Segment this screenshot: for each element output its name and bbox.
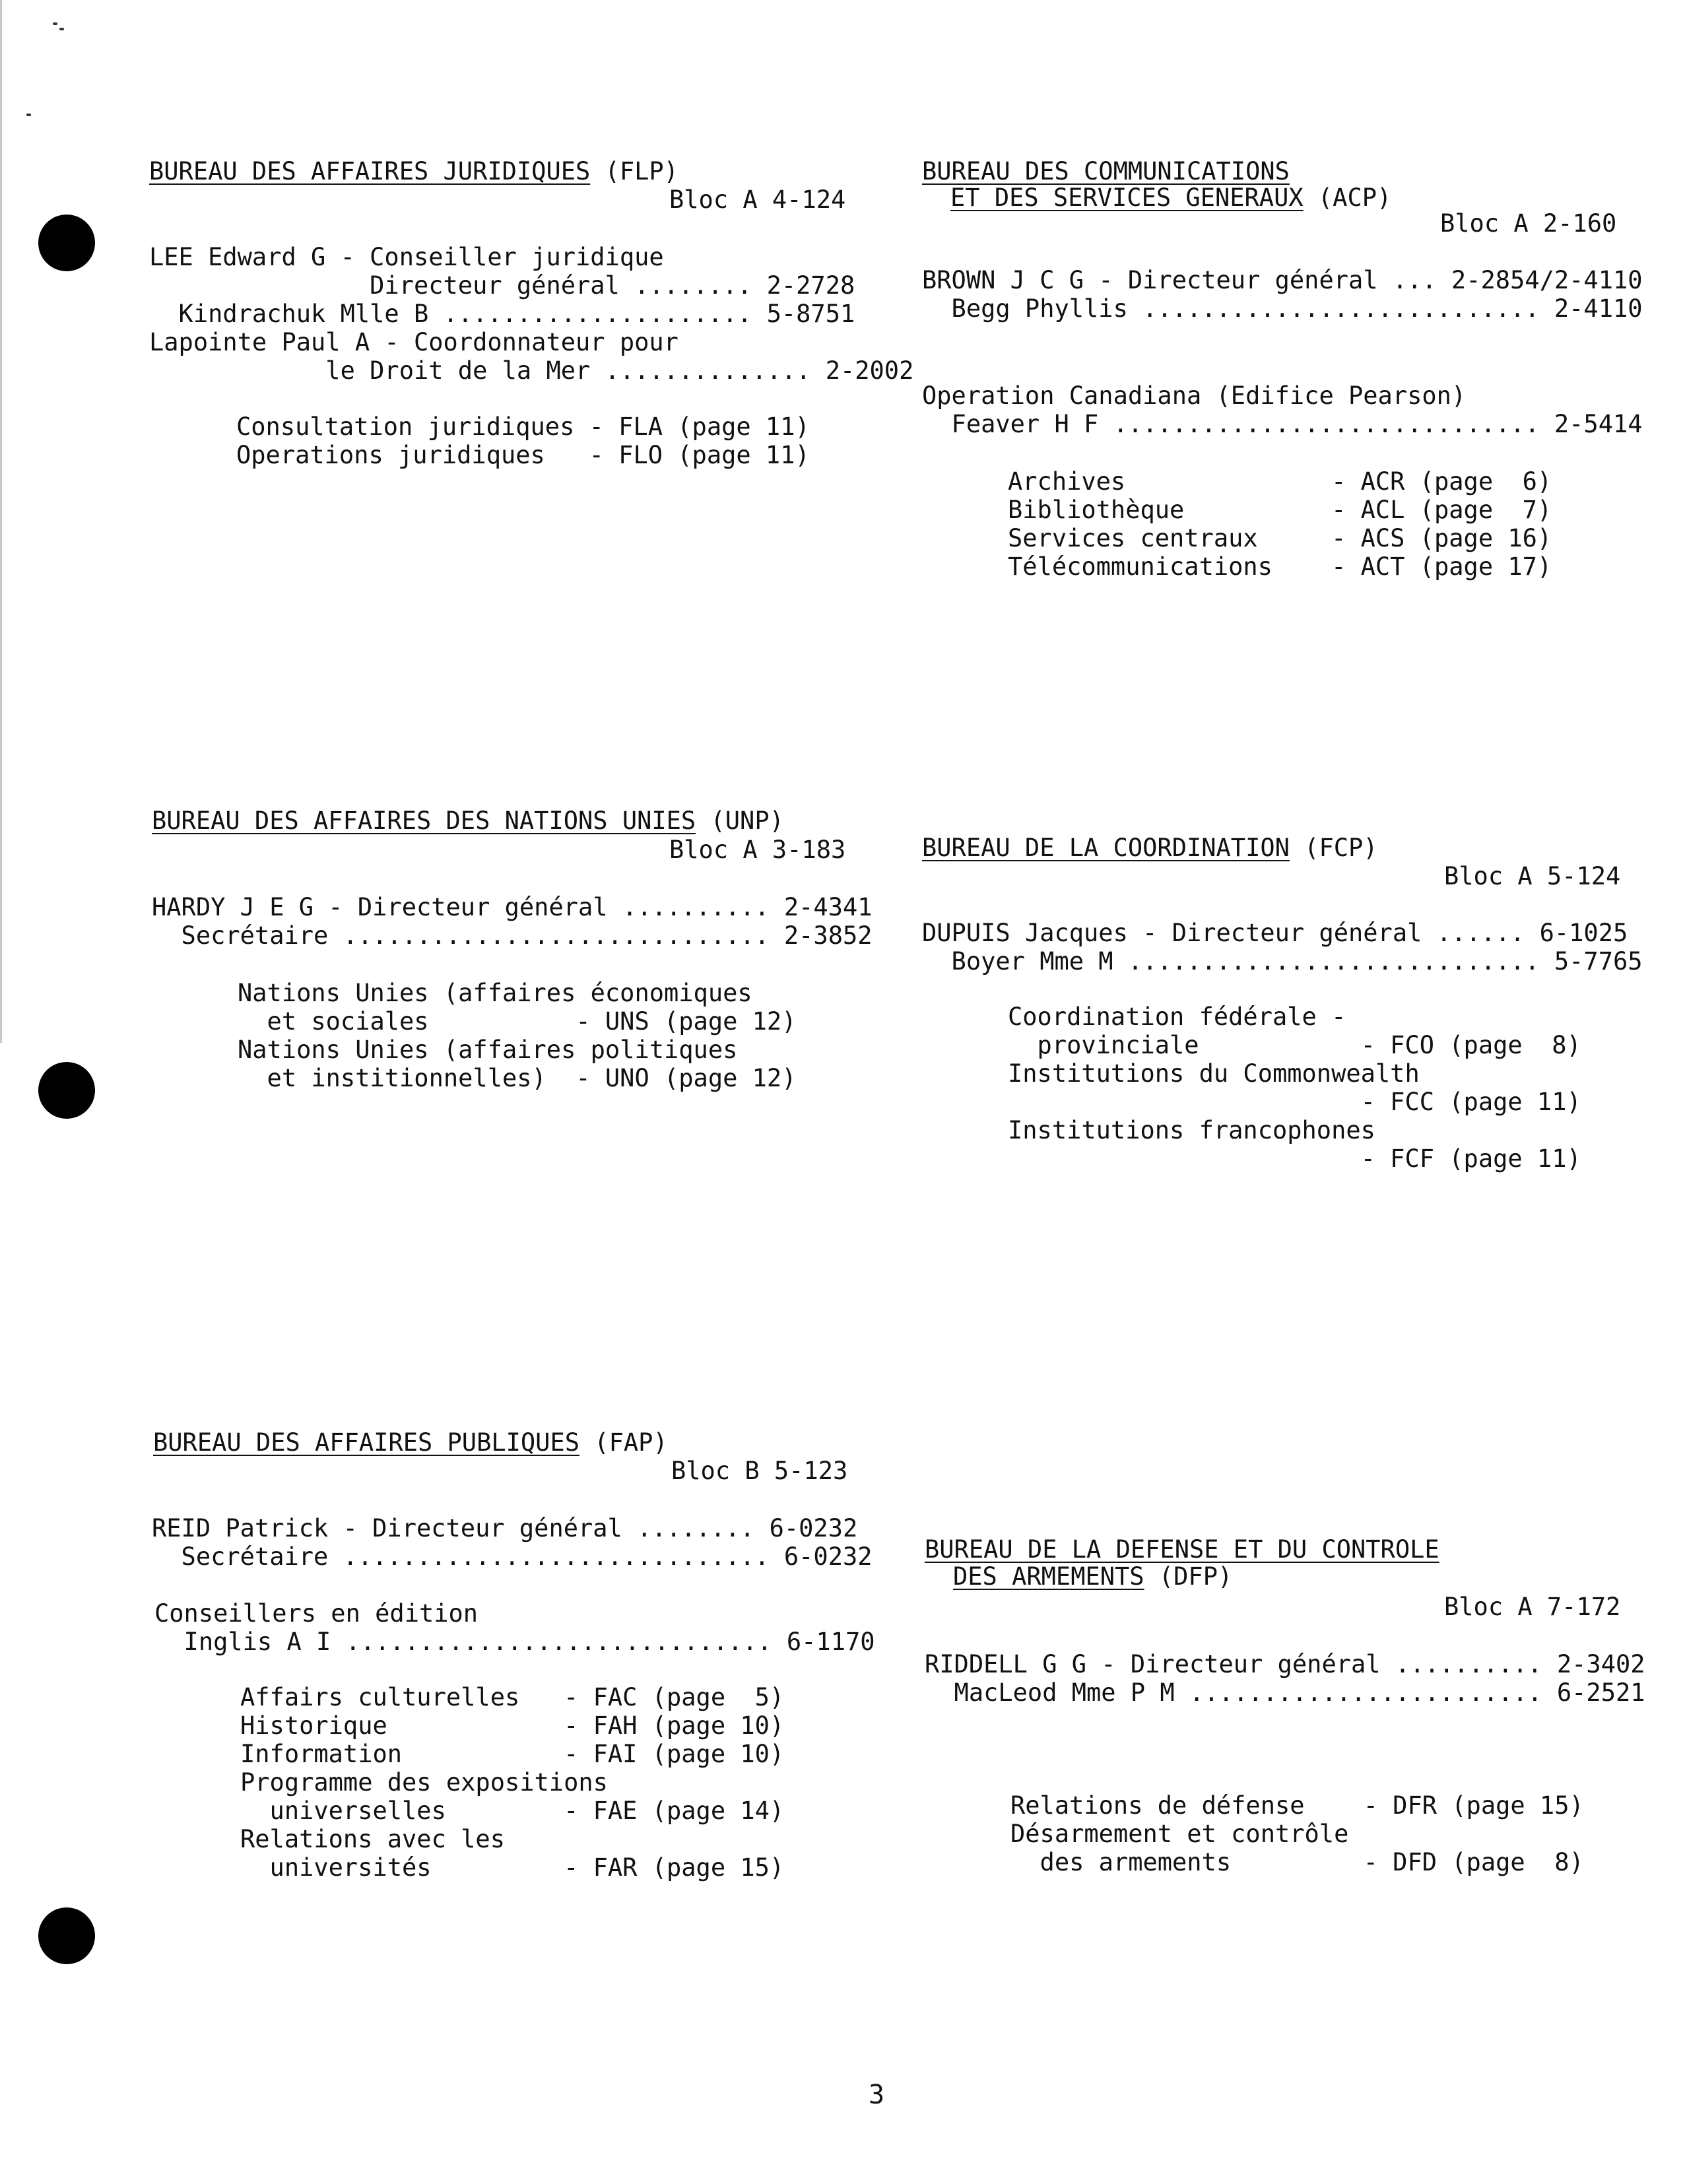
entry-line: DUPUIS Jacques - Directeur général ...... 6-1025 (922, 919, 1628, 947)
reference-line: Historique - FAH (page 10) (240, 1711, 785, 1740)
entry-line: Directeur général ........ 2-2728 (149, 271, 855, 300)
reference-line: Nations Unies (affaires économiques (238, 979, 752, 1007)
reference-line: universelles - FAE (page 14) (240, 1797, 785, 1825)
reference-line: provinciale - FCO (page 8) (1008, 1031, 1581, 1059)
reference-line: Affairs culturelles - FAC (page 5) (240, 1683, 785, 1711)
section-header: BUREAU DES AFFAIRES JURIDIQUES (FLP) (149, 157, 678, 185)
scan-edge-shadow (0, 0, 2, 1043)
scan-speck (53, 22, 57, 25)
scan-speck (26, 114, 31, 116)
section-header: BUREAU DES AFFAIRES PUBLIQUES (FAP) (153, 1428, 668, 1457)
punch-hole (38, 1907, 95, 1964)
entry-line: Secrétaire ............................. 2-3852 (152, 921, 873, 950)
bloc-location: Bloc A 7-172 (1444, 1593, 1621, 1621)
bloc-location: Bloc A 3-183 (669, 836, 846, 864)
section-header: BUREAU DES AFFAIRES DES NATIONS UNIES (UNP) (152, 807, 784, 835)
entry-line: Boyer Mme M ............................ 5-7765 (922, 947, 1643, 976)
section-header: BUREAU DE LA DEFENSE ET DU CONTROLE (925, 1535, 1439, 1564)
reference-line: Operations juridiques - FLO (page 11) (236, 441, 810, 469)
entry-line: Secrétaire ............................. 6-0232 (152, 1542, 873, 1571)
entry-line: Lapointe Paul A - Coordonnateur pour (149, 328, 678, 356)
entry-line: Operation Canadiana (Edifice Pearson) (922, 381, 1467, 410)
section-header: BUREAU DES COMMUNICATIONS (922, 157, 1290, 185)
reference-line: Services centraux - ACS (page 16) (1008, 524, 1552, 552)
bloc-location: Bloc B 5-123 (671, 1457, 848, 1485)
entry-line: REID Patrick - Directeur général ........ 6-0232 (152, 1514, 858, 1542)
reference-line: Archives - ACR (page 6) (1008, 467, 1552, 496)
punch-hole (38, 1062, 95, 1119)
reference-line: Relations avec les (240, 1825, 505, 1853)
section-header: ET DES SERVICES GENERAUX (ACP) (950, 183, 1392, 212)
reference-line: Coordination fédérale - (1008, 1003, 1346, 1031)
entry-line: Inglis A I ............................. 6-1170 (154, 1628, 875, 1656)
reference-line: Bibliothèque - ACL (page 7) (1008, 496, 1552, 524)
entry-line: le Droit de la Mer .............. 2-2002 (149, 356, 914, 385)
entry-line: Feaver H F ............................. 2-5414 (922, 410, 1643, 438)
reference-line: Télécommunications - ACT (page 17) (1008, 552, 1552, 581)
reference-line: Institutions du Commonwealth (1008, 1059, 1420, 1088)
reference-line: Information - FAI (page 10) (240, 1740, 785, 1768)
section-header: DES ARMEMENTS (DFP) (953, 1562, 1233, 1591)
reference-line: Institutions francophones (1008, 1116, 1375, 1144)
entry-line: MacLeod Mme P M ........................ 6-2521 (925, 1678, 1645, 1707)
reference-line: Nations Unies (affaires politiques (238, 1036, 738, 1064)
reference-line: et sociales - UNS (page 12) (238, 1007, 797, 1036)
bloc-location: Bloc A 4-124 (669, 185, 846, 214)
reference-line: et institionnelles) - UNO (page 12) (238, 1064, 797, 1092)
scan-speck (59, 28, 64, 30)
entry-line: Kindrachuk Mlle B ..................... 5-8751 (149, 300, 855, 328)
reference-line: des armements - DFD (page 8) (1010, 1848, 1584, 1876)
page-number: 3 (869, 2080, 885, 2110)
reference-line: - FCF (page 11) (1008, 1144, 1581, 1173)
bloc-location: Bloc A 5-124 (1444, 862, 1621, 890)
reference-line: Consultation juridiques - FLA (page 11) (236, 413, 810, 441)
entry-line: Begg Phyllis ........................... 2-4110 (922, 294, 1643, 323)
entry-line: Conseillers en édition (154, 1599, 479, 1628)
punch-hole (38, 215, 95, 271)
reference-line: Relations de défense - DFR (page 15) (1010, 1791, 1584, 1820)
entry-line: HARDY J E G - Directeur général .......... 2-4341 (152, 893, 873, 921)
reference-line: universités - FAR (page 15) (240, 1853, 785, 1882)
entry-line: BROWN J C G - Directeur général ... 2-2854/2-4110 (922, 266, 1643, 294)
entry-line: RIDDELL G G - Directeur général .......... 2-3402 (925, 1650, 1645, 1678)
reference-line: Désarmement et contrôle (1010, 1820, 1349, 1848)
reference-line: - FCC (page 11) (1008, 1088, 1581, 1116)
reference-line: Programme des expositions (240, 1768, 608, 1797)
bloc-location: Bloc A 2-160 (1440, 209, 1617, 238)
entry-line: LEE Edward G - Conseiller juridique (149, 243, 664, 271)
section-header: BUREAU DE LA COORDINATION (FCP) (922, 834, 1378, 862)
